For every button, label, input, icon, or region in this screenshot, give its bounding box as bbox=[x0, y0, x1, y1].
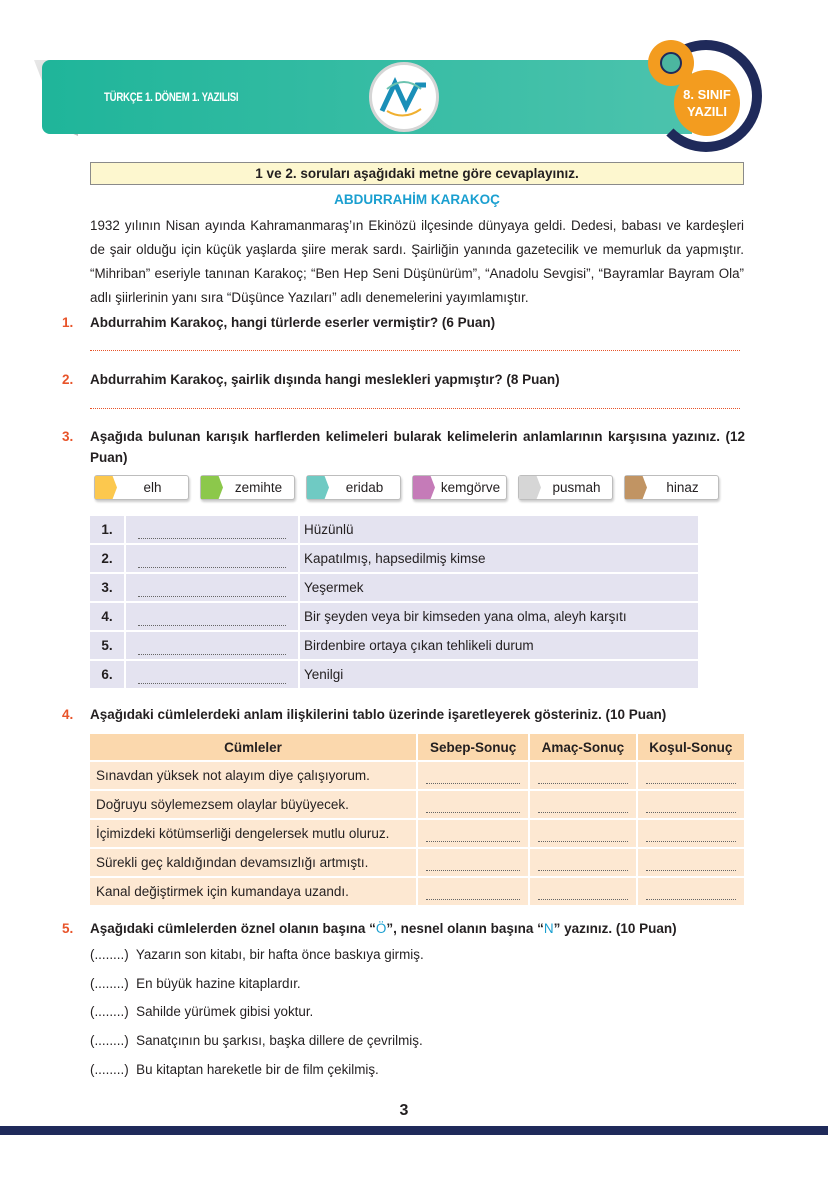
statement-text: Sanatçının bu şarkısı, başka dillere de çevrilmiş. bbox=[136, 1033, 423, 1049]
answer-line-2[interactable] bbox=[90, 408, 740, 409]
question-number: 3. bbox=[62, 429, 74, 444]
meaning-row bbox=[90, 574, 698, 601]
statement-text: Bu kitaptan hareketle bir de film çekilmiş. bbox=[136, 1061, 379, 1077]
question-number: 2. bbox=[62, 372, 74, 387]
statement-text: En büyük hazine kitaplardır. bbox=[136, 975, 301, 991]
word-text: pusmah bbox=[552, 480, 601, 495]
condition-blank[interactable] bbox=[638, 791, 744, 818]
answer-blank[interactable]: (........) bbox=[90, 975, 129, 991]
meaning-text: Kapatılmış, hapsedilmiş kimse bbox=[300, 545, 698, 572]
column-header: Koşul-Sonuç bbox=[638, 734, 744, 760]
condition-blank[interactable] bbox=[638, 820, 744, 847]
answer-blank[interactable] bbox=[126, 574, 298, 601]
grade-badge bbox=[674, 70, 740, 136]
cause-blank[interactable] bbox=[418, 820, 528, 847]
word-card bbox=[306, 475, 401, 500]
row-number: 5. bbox=[90, 632, 124, 659]
purpose-blank[interactable] bbox=[530, 820, 635, 847]
question-3 bbox=[62, 426, 752, 468]
word-text: hinaz bbox=[666, 480, 699, 495]
logo-icon bbox=[379, 77, 429, 117]
meaning-text: Birdenbire ortaya çıkan tehlikeli durum bbox=[300, 632, 698, 659]
sentence-row bbox=[90, 878, 744, 905]
meaning-row bbox=[90, 661, 698, 688]
question-text: Abdurrahim Karakoç, şairlik dışında hangi meslekleri yapmıştır? (8 Puan) bbox=[90, 372, 560, 387]
purpose-blank[interactable] bbox=[530, 762, 635, 789]
exam-title: TÜRKÇE 1. DÖNEM 1. YAZILISI bbox=[104, 90, 239, 104]
word-card bbox=[518, 475, 613, 500]
color-swatch bbox=[625, 476, 647, 499]
question-number: 4. bbox=[62, 707, 74, 722]
answer-blank[interactable] bbox=[126, 603, 298, 630]
row-number: 4. bbox=[90, 603, 124, 630]
row-number: 1. bbox=[90, 516, 124, 543]
statement-item bbox=[90, 976, 301, 991]
meaning-text: Yenilgi bbox=[300, 661, 698, 688]
instruction-box: 1 ve 2. soruları aşağıdaki metne göre cevaplayınız. bbox=[90, 162, 744, 185]
sentence-text: Sürekli geç kaldığından devamsızlığı artmıştı. bbox=[90, 849, 416, 876]
badge-grade: 8. SINIF bbox=[683, 87, 731, 102]
cause-blank[interactable] bbox=[418, 791, 528, 818]
cause-blank[interactable] bbox=[418, 762, 528, 789]
question-number: 5. bbox=[62, 921, 74, 936]
row-number: 3. bbox=[90, 574, 124, 601]
word-card bbox=[94, 475, 189, 500]
relations-table bbox=[88, 732, 746, 907]
globe-icon bbox=[660, 52, 682, 74]
purpose-blank[interactable] bbox=[530, 849, 635, 876]
column-header: Amaç-Sonuç bbox=[530, 734, 635, 760]
question-text: Aşağıda bulunan karışık harflerden kelimeleri bularak kelimelerin anlamlarının karşısına yazınız. (12 Puan) bbox=[90, 429, 745, 465]
footer-bar bbox=[0, 1126, 828, 1135]
answer-blank[interactable]: (........) bbox=[90, 1061, 129, 1077]
color-swatch bbox=[95, 476, 117, 499]
answer-blank[interactable]: (........) bbox=[90, 947, 129, 962]
word-card bbox=[624, 475, 719, 500]
question-text: Aşağıdaki cümlelerden öznel olanın başına “Ö”, nesnel olanın başına “N” yazınız. (10 Puan) bbox=[90, 921, 677, 936]
meaning-text: Hüzünlü bbox=[300, 516, 698, 543]
word-card bbox=[412, 475, 507, 500]
page-number: 3 bbox=[399, 1102, 409, 1119]
statement-item bbox=[90, 1062, 379, 1077]
word-text: elh bbox=[143, 480, 162, 495]
question-text: Abdurrahim Karakoç, hangi türlerde eserler vermiştir? (6 Puan) bbox=[90, 315, 496, 330]
condition-blank[interactable] bbox=[638, 849, 744, 876]
meaning-text: Bir şeyden veya bir kimseden yana olma, aleyh karşıtı bbox=[300, 603, 698, 630]
word-text: eridab bbox=[345, 480, 384, 495]
meaning-row bbox=[90, 545, 698, 572]
statement-item bbox=[90, 1004, 313, 1019]
sentence-row bbox=[90, 791, 744, 818]
answer-blank[interactable] bbox=[126, 661, 298, 688]
answer-blank[interactable] bbox=[126, 545, 298, 572]
color-swatch bbox=[201, 476, 223, 499]
meaning-text: Yeşermek bbox=[300, 574, 698, 601]
sentence-row bbox=[90, 820, 744, 847]
question-2 bbox=[62, 369, 752, 390]
sentence-text: Doğruyu söylemezsem olaylar büyüyecek. bbox=[90, 791, 416, 818]
color-swatch bbox=[413, 476, 435, 499]
sentence-text: Kanal değiştirmek için kumandaya uzandı. bbox=[90, 878, 416, 905]
badge-type: YAZILI bbox=[687, 104, 727, 119]
question-5 bbox=[62, 918, 752, 939]
row-number: 6. bbox=[90, 661, 124, 688]
answer-blank[interactable] bbox=[126, 516, 298, 543]
statement-item bbox=[90, 1033, 423, 1048]
purpose-blank[interactable] bbox=[530, 878, 635, 905]
question-1 bbox=[62, 312, 752, 333]
condition-blank[interactable] bbox=[638, 878, 744, 905]
color-swatch bbox=[307, 476, 329, 499]
condition-blank[interactable] bbox=[638, 762, 744, 789]
objective-mark: N bbox=[543, 921, 554, 936]
purpose-blank[interactable] bbox=[530, 791, 635, 818]
meaning-row bbox=[90, 603, 698, 630]
answer-line-1[interactable] bbox=[90, 350, 740, 351]
answer-blank[interactable] bbox=[126, 632, 298, 659]
meanings-table bbox=[88, 514, 700, 690]
question-4 bbox=[62, 704, 752, 725]
publisher-logo bbox=[369, 62, 439, 132]
sentence-row bbox=[90, 849, 744, 876]
meaning-row bbox=[90, 516, 698, 543]
statement-text: Yazarın son kitabı, bir hafta önce baskıya girmiş. bbox=[135, 947, 424, 962]
question-number: 1. bbox=[62, 315, 74, 330]
statement-text: Sahilde yürümek gibisi yoktur. bbox=[136, 1004, 314, 1020]
sentence-row bbox=[90, 762, 744, 789]
column-header: Sebep-Sonuç bbox=[418, 734, 528, 760]
word-text: zemihte bbox=[234, 480, 283, 495]
subjective-mark: Ö bbox=[375, 921, 387, 936]
question-text: Aşağıdaki cümlelerdeki anlam ilişkilerini tablo üzerinde işaretleyerek gösteriniz. (10 Puan) bbox=[90, 707, 667, 722]
cause-blank[interactable] bbox=[418, 849, 528, 876]
color-swatch bbox=[519, 476, 541, 499]
answer-blank[interactable]: (........) bbox=[90, 1004, 129, 1020]
row-number: 2. bbox=[90, 545, 124, 572]
answer-blank[interactable]: (........) bbox=[90, 1033, 129, 1049]
meaning-row bbox=[90, 632, 698, 659]
word-text: kemgörve bbox=[440, 480, 501, 495]
sentence-text: İçimizdeki kötümserliği dengelersek mutlu oluruz. bbox=[90, 820, 416, 847]
cause-blank[interactable] bbox=[418, 878, 528, 905]
sentence-text: Sınavdan yüksek not alayım diye çalışıyorum. bbox=[90, 762, 416, 789]
statement-item bbox=[90, 947, 424, 962]
story-text: 1932 yılının Nisan ayında Kahramanmaraş’ın Ekinözü ilçesinde dünyaya geldi. Dedesi, babası ve kardeşleri de şair olduğu için küçük yaşlarda şiire merak sardı. Şairliğin yanında gazetecilik ve memurluk da yapmıştır. “Mihriban” eseriyle tanınan Karakoç; “Ben Hep Seni Düşünürüm”, “Anadolu Sevgisi”, “Bayramlar Bayram Ola” adlı şiirlerinin yanı sıra “Düşünce Yazıları” adlı denemelerini yayımlamıştır. bbox=[90, 218, 744, 305]
column-header: Cümleler bbox=[90, 734, 416, 760]
story-title: ABDURRAHİM KARAKOÇ bbox=[334, 192, 500, 207]
word-card bbox=[200, 475, 295, 500]
scrambled-words bbox=[94, 475, 719, 500]
